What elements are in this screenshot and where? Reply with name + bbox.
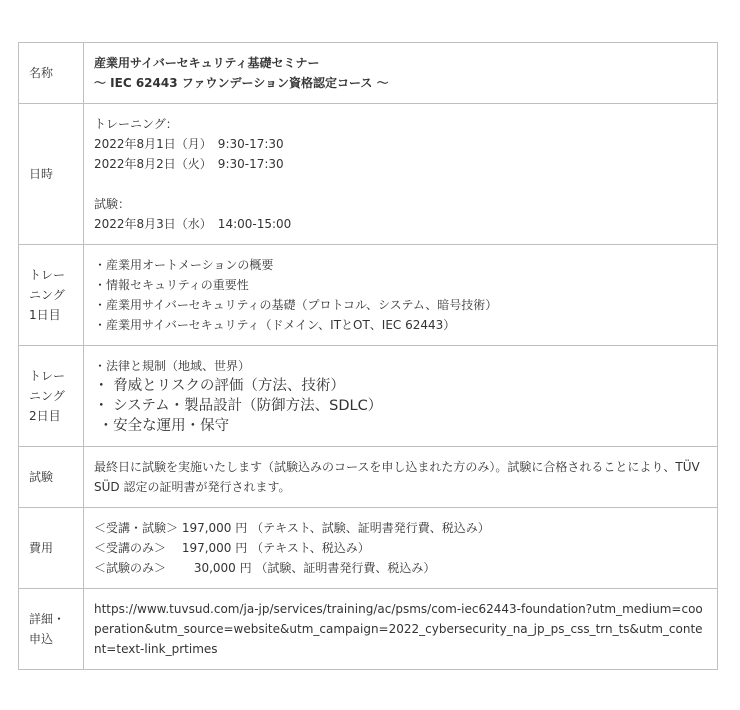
- exam-description: [84, 447, 718, 508]
- table-row: [19, 508, 718, 589]
- label-text: ニング: [29, 288, 65, 302]
- table-row: [19, 447, 718, 508]
- label-text: 2日目: [29, 409, 61, 423]
- row-label-name: [19, 43, 84, 104]
- list-item: ・法律と規制（地域、世界）: [94, 359, 251, 373]
- label-text: 費用: [29, 541, 54, 555]
- day1-topics: [84, 245, 718, 346]
- label-text: 試験: [29, 470, 54, 484]
- list-item: ・産業用オートメーションの概要: [94, 258, 274, 272]
- subtitle-line: 〜 IEC 62443 ファウンデーション資格認定コース 〜: [94, 76, 389, 90]
- label-text: トレー: [29, 369, 66, 383]
- list-item: ・ システム・製品設計（防御方法、SDLC）: [94, 398, 383, 414]
- row-label-datetime: [19, 104, 84, 245]
- exam-heading: 試験：: [94, 197, 131, 211]
- table-row: [19, 589, 718, 670]
- label-text: 日時: [29, 167, 54, 181]
- training-day2: 2022年8月2日（火） 9:30-17:30: [94, 157, 284, 171]
- details-link[interactable]: [84, 589, 718, 670]
- row-label-details: [19, 589, 84, 670]
- row-label-exam: [19, 447, 84, 508]
- row-label-fee: [19, 508, 84, 589]
- label-text: 名称: [29, 66, 54, 80]
- label-text: 1日目: [29, 308, 61, 322]
- schedule-cell: [84, 104, 718, 245]
- table-row: [19, 346, 718, 447]
- fee-line: ＜受講・試験＞ 197,000 円 （テキスト、試験、証明書発行費、税込み）: [94, 521, 490, 535]
- fee-cell: [84, 508, 718, 589]
- list-item: ・安全な運用・保守: [94, 418, 230, 434]
- day2-topics: [84, 346, 718, 447]
- seminar-title: [84, 43, 718, 104]
- exam-date: 2022年8月3日（水） 14:00-15:00: [94, 217, 292, 231]
- table-row: [19, 104, 718, 245]
- spacer: [94, 174, 707, 194]
- exam-text: 最終日に試験を実施いたします（試験込みのコースを申し込まれた方のみ）。試験に合格されることにより、TÜV SÜD 認定の証明書が発行されます。: [94, 460, 700, 494]
- list-item: ・情報セキュリティの重要性: [94, 278, 249, 292]
- seminar-info-table: [18, 42, 718, 670]
- training-day1: 2022年8月1日（月） 9:30-17:30: [94, 137, 284, 151]
- label-text: 詳細・: [29, 612, 66, 626]
- fee-line: ＜受講のみ＞ 197,000 円 （テキスト、税込み）: [94, 541, 370, 555]
- list-item: ・産業用サイバーセキュリティ（ドメイン、ITとOT、IEC 62443）: [94, 318, 456, 332]
- table-row: [19, 245, 718, 346]
- label-text: ニング: [29, 389, 65, 403]
- list-item: ・産業用サイバーセキュリティの基礎（プロトコル、システム、暗号技術）: [94, 298, 498, 312]
- label-text: 申込: [29, 632, 54, 646]
- row-label-training-day2: [19, 346, 84, 447]
- list-item: ・ 脅威とリスクの評価（方法、技術）: [94, 378, 345, 394]
- signup-url[interactable]: https://www.tuvsud.com/ja-jp/services/training/ac/psms/com-iec62443-foundation?utm_medium=cooperation&utm_source=website&utm_campaign=2022_cybersecurity_na_jp_ps_css_trn_ts&utm_content=text-link_prtimes: [94, 602, 703, 656]
- label-text: トレー: [29, 268, 66, 282]
- table-row: [19, 43, 718, 104]
- training-heading: トレーニング：: [94, 117, 178, 131]
- row-label-training-day1: [19, 245, 84, 346]
- title-line: 産業用サイバーセキュリティ基礎セミナー: [94, 56, 320, 70]
- fee-line: ＜試験のみ＞ 30,000 円 （試験、証明書発行費、税込み）: [94, 561, 436, 575]
